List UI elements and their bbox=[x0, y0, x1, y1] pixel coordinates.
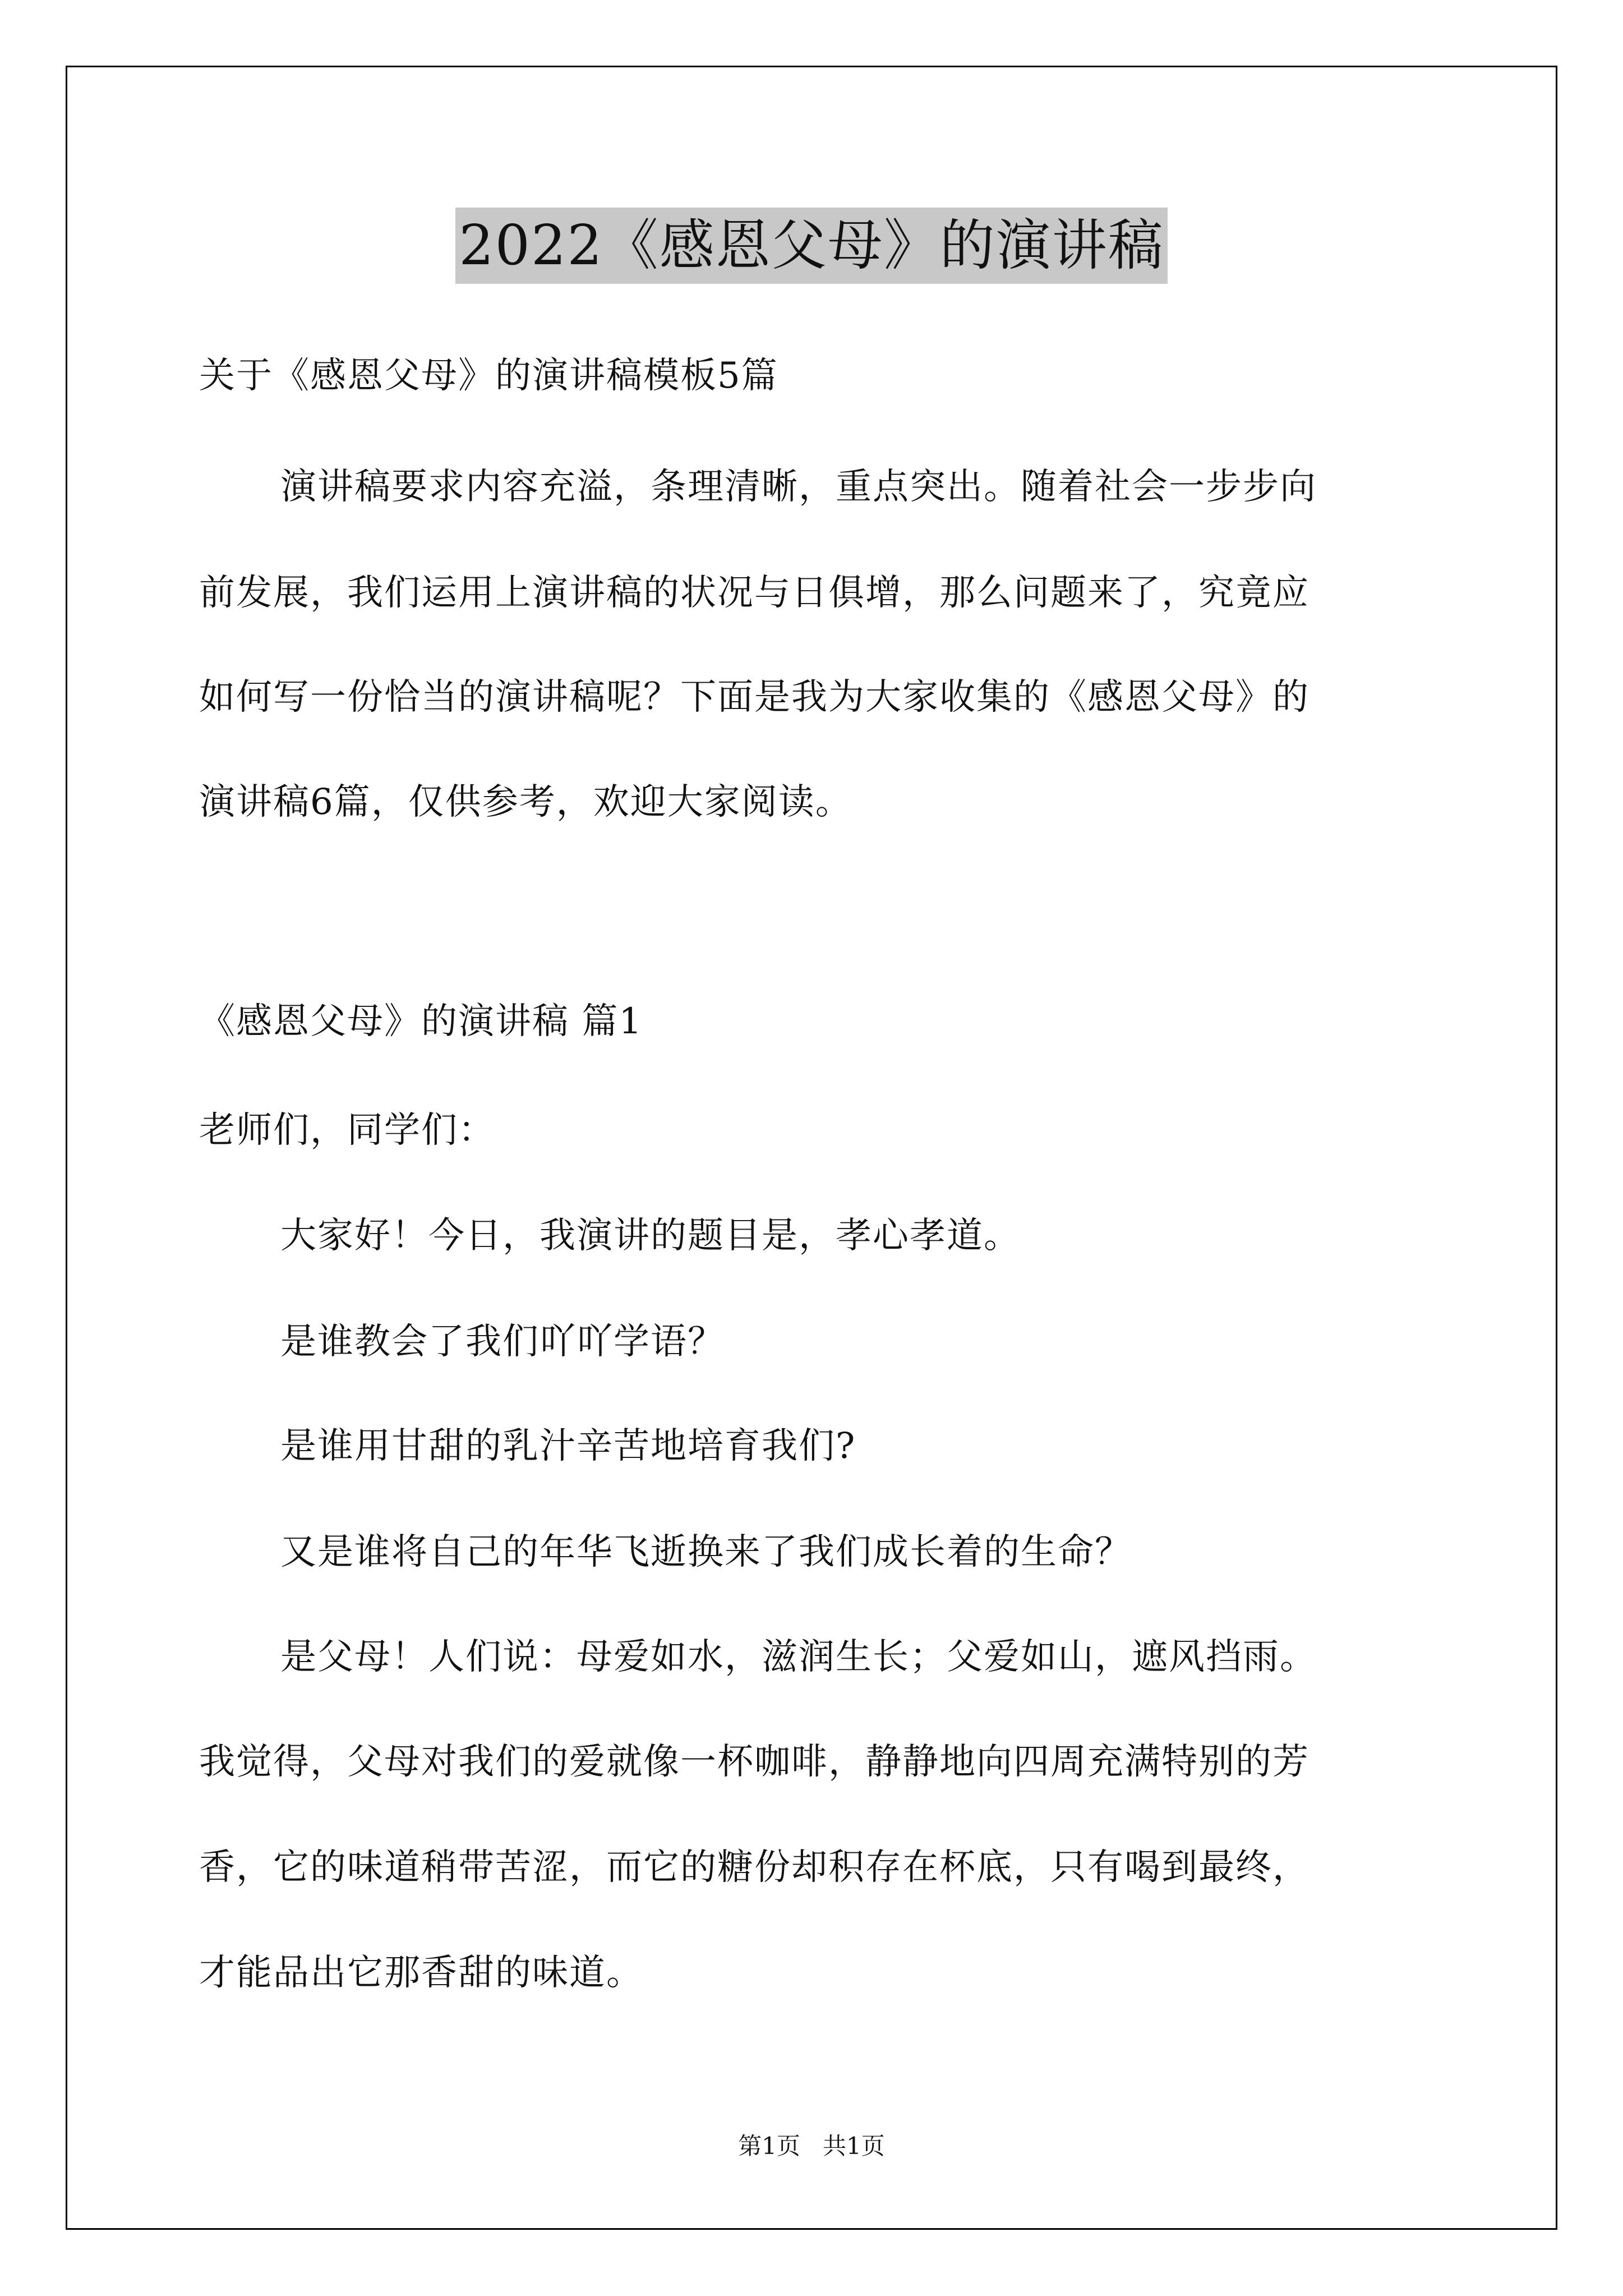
body-line-6: 我觉得，父母对我们的爱就像一杯咖啡，静静地向四周充满特别的芳 bbox=[199, 1741, 1310, 1783]
intro-line-1: 演讲稿要求内容充溢，条理清晰，重点突出。随着社会一步步向 bbox=[280, 466, 1317, 508]
intro-line-2: 前发展，我们运用上演讲稿的状况与日俱增，那么问题来了，究竟应 bbox=[199, 572, 1310, 614]
body-line-1: 大家好！今日，我演讲的题目是，孝心孝道。 bbox=[280, 1215, 1021, 1257]
body-line-7: 香，它的味道稍带苦涩，而它的糖份却积存在杯底，只有喝到最终， bbox=[199, 1847, 1310, 1888]
title-container bbox=[0, 208, 1623, 284]
body-line-2: 是谁教会了我们吖吖学语？ bbox=[280, 1321, 725, 1363]
document-subtitle: 关于《感恩父母》的演讲稿模板5篇 bbox=[199, 355, 778, 397]
body-line-8: 才能品出它那香甜的味道。 bbox=[199, 1952, 643, 1994]
body-line-5: 是父母！人们说：母爱如水，滋润生长；父爱如山，遮风挡雨。 bbox=[280, 1636, 1317, 1678]
section-heading: 《感恩父母》的演讲稿 篇1 bbox=[199, 1001, 643, 1042]
document-title: 2022《感恩父母》的演讲稿 bbox=[455, 208, 1167, 284]
intro-line-3: 如何写一份恰当的演讲稿呢？下面是我为大家收集的《感恩父母》的 bbox=[199, 677, 1310, 718]
intro-line-4: 演讲稿6篇，仅供参考，欢迎大家阅读。 bbox=[199, 781, 852, 823]
salutation: 老师们，同学们： bbox=[199, 1110, 495, 1151]
page-footer: 第1页 共1页 bbox=[738, 2132, 885, 2160]
body-line-3: 是谁用甘甜的乳汁辛苦地培育我们? bbox=[280, 1425, 856, 1467]
body-line-4: 又是谁将自己的年华飞逝换来了我们成长着的生命？ bbox=[280, 1531, 1132, 1573]
